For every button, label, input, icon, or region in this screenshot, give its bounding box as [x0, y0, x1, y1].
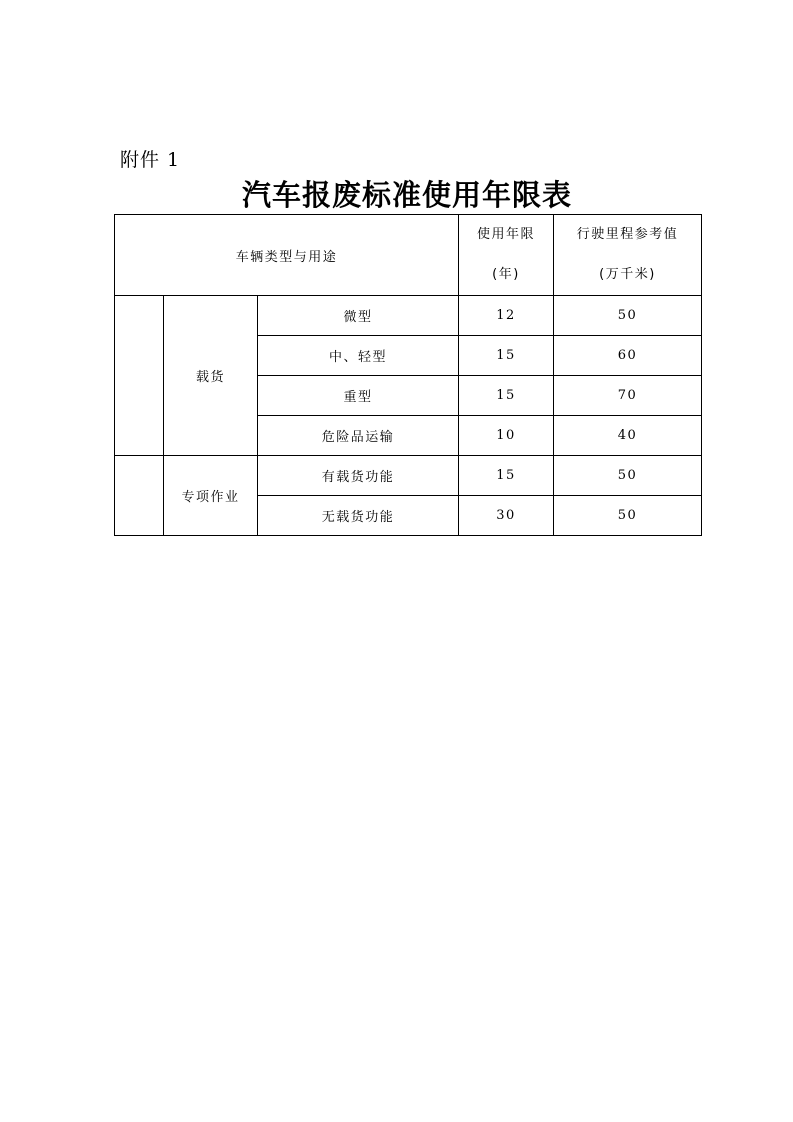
- mileage-cell: 50: [554, 296, 702, 336]
- vehicle-type-cell: 中、轻型: [258, 336, 459, 376]
- vehicle-type-cell: 危险品运输: [258, 416, 459, 456]
- years-cell: 15: [459, 376, 554, 416]
- attachment-label: 附件 1: [120, 149, 181, 171]
- vehicle-type-cell: 无载货功能: [258, 496, 459, 536]
- table-row: [115, 296, 702, 336]
- table-row: [115, 456, 702, 496]
- header-years-label: 使用年限: [476, 227, 535, 242]
- category-blank-cell: [115, 456, 164, 536]
- header-vehicle-type: 车辆类型与用途: [115, 215, 459, 296]
- vehicle-type-cell: 有载货功能: [258, 456, 459, 496]
- group-label-cargo: 载货: [164, 296, 258, 456]
- page-title: 汽车报废标准使用年限表: [241, 178, 572, 212]
- years-cell: 30: [459, 496, 554, 536]
- mileage-cell: 50: [554, 496, 702, 536]
- scrap-standard-table: [114, 214, 702, 536]
- vehicle-type-cell: 重型: [258, 376, 459, 416]
- header-mileage-label: 行驶里程参考值: [576, 227, 679, 242]
- category-blank-cell: [115, 296, 164, 456]
- group-label-special: 专项作业: [164, 456, 258, 536]
- years-cell: 12: [459, 296, 554, 336]
- years-cell: 15: [459, 456, 554, 496]
- mileage-cell: 40: [554, 416, 702, 456]
- header-years: [459, 215, 554, 296]
- mileage-cell: 50: [554, 456, 702, 496]
- mileage-cell: 70: [554, 376, 702, 416]
- header-years-unit: (年): [492, 267, 520, 282]
- years-cell: 15: [459, 336, 554, 376]
- mileage-cell: 60: [554, 336, 702, 376]
- table-header-row: [115, 215, 702, 296]
- header-mileage: [554, 215, 702, 296]
- header-mileage-unit: (万千米): [599, 267, 656, 282]
- vehicle-type-cell: 微型: [258, 296, 459, 336]
- years-cell: 10: [459, 416, 554, 456]
